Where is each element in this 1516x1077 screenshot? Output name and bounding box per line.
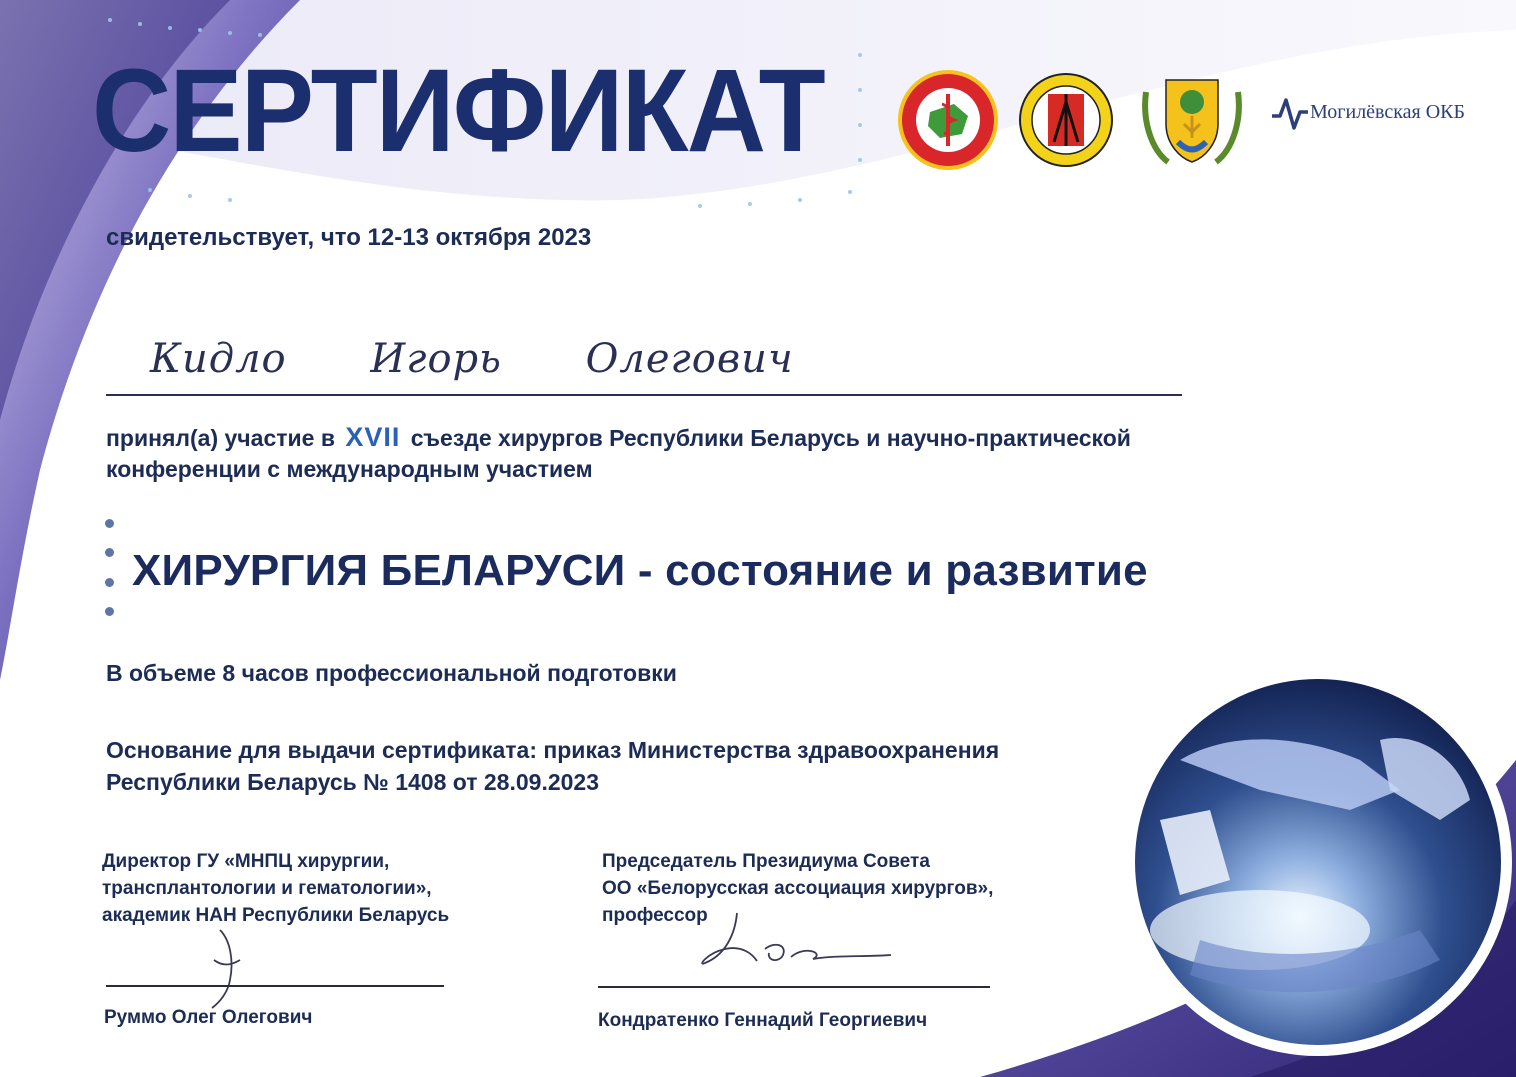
signatory-2-line <box>598 986 990 988</box>
signatory-1-position <box>102 848 449 929</box>
signatory-1-line <box>106 985 444 987</box>
signatory-1-position-line: академик НАН Республики Беларусь <box>102 905 450 926</box>
recipient-name <box>150 336 864 382</box>
congress-number: XVII <box>345 422 401 452</box>
participation-prefix: принял(а) участие в <box>106 425 335 451</box>
recipient-surname: Кидло <box>150 336 287 382</box>
signatory-2-position-line: Председатель Президиума Совета <box>602 851 930 872</box>
recipient-first-name: Игорь <box>370 336 502 382</box>
signature-2 <box>695 905 895 975</box>
surgeons-association-emblem-icon <box>1018 72 1114 168</box>
name-underline <box>106 394 1182 396</box>
signatory-1-position-line: Директор ГУ «МНПЦ хирургии, <box>102 851 390 872</box>
signatory-2-position-line: профессор <box>602 905 708 926</box>
issuance-basis: Основание для выдачи сертификата: приказ Министерства здравоохранения Республики Беларусь № 1408 от 28.09.2023 <box>106 737 1000 795</box>
hospital-logo <box>1272 92 1465 132</box>
decor-dot <box>105 607 114 616</box>
training-volume: В объеме 8 часов профессиональной подготовки <box>106 660 677 686</box>
conference-topic: ХИРУРГИЯ БЕЛАРУСИ - состояние и развитие <box>132 546 1148 595</box>
signatory-1-position-line: трансплантологии и гематологии», <box>102 878 432 899</box>
participation-suffix: съезде хирургов Республики Беларусь и научно-практической конференции с международным участием <box>106 425 1131 482</box>
participation-text <box>106 422 1216 485</box>
recipient-patronymic: Олегович <box>585 336 794 382</box>
decor-dot <box>105 548 114 557</box>
signature-1 <box>190 920 270 1010</box>
hospital-label: Могилёвская ОКБ <box>1310 100 1466 123</box>
mogilev-region-coat-of-arms-icon <box>1138 72 1246 168</box>
ministry-emblem-icon <box>896 68 1000 172</box>
signatory-2-position-line: ОО «Белорусская ассоциация хирургов», <box>602 878 994 899</box>
signatory-1-name: Руммо Олег Олегович <box>104 1007 313 1028</box>
certificate-title: СЕРТИФИКАТ <box>92 45 824 177</box>
witness-line: свидетельствует, что 12-13 октября 2023 <box>106 224 592 251</box>
decor-dot <box>105 519 114 528</box>
decor-dot <box>105 578 114 587</box>
signatory-2-name: Кондратенко Геннадий Георгиевич <box>598 1010 928 1031</box>
pulse-icon <box>1272 92 1308 132</box>
